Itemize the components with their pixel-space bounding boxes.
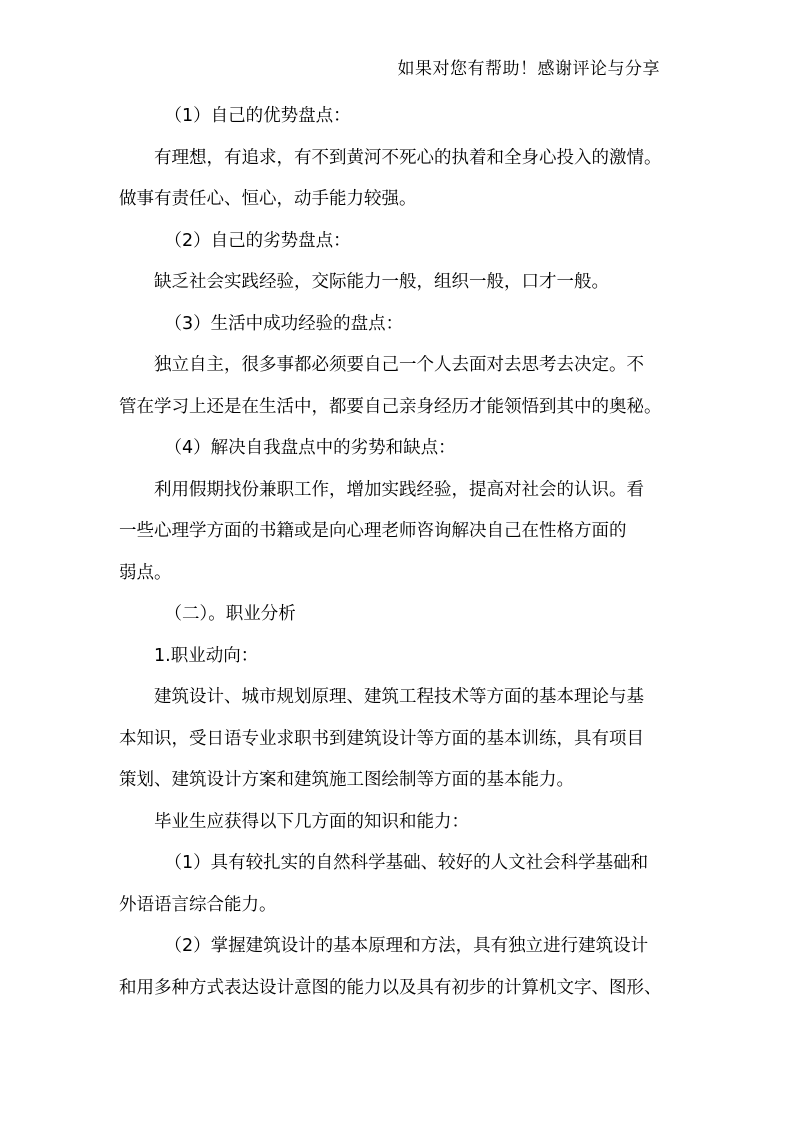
ability-2-line: （2）掌握建筑设计的基本原理和方法，具有独立进行建筑设计 xyxy=(164,936,649,956)
header-note: 如果对您有帮助！感谢评论与分享 xyxy=(397,59,660,79)
solutions-body-line: 利用假期找份兼职工作，增加实践经验，提高对社会的认识。看 xyxy=(154,479,644,500)
career-analysis-heading: （二）。职业分析 xyxy=(164,604,296,624)
self-strengths-body-line: 有理想，有追求，有不到黄河不死心的执着和全身心投入的激情。 xyxy=(154,147,662,168)
career-direction-body-line: 策划、建筑设计方案和建筑施工图绘制等方面的基本能力。 xyxy=(119,770,574,790)
solutions-body-line: 一些心理学方面的书籍或是向心理老师咨询解决自己在性格方面的 xyxy=(119,521,627,541)
self-strengths-heading: （1）自己的优势盘点： xyxy=(164,106,351,126)
document-body xyxy=(119,96,679,1009)
graduate-abilities-intro: 毕业生应获得以下几方面的知识和能力： xyxy=(154,811,469,832)
solutions-body-line: 弱点。 xyxy=(119,562,172,583)
ability-1-line: 外语语言综合能力。 xyxy=(119,894,277,915)
life-experience-body-line: 管在学习上还是在生活中，都要自己亲身经历才能领悟到其中的奥秘。 xyxy=(119,396,662,417)
solutions-heading: （4）解决自我盘点中的劣势和缺点： xyxy=(164,438,456,458)
life-experience-heading: （3）生活中成功经验的盘点： xyxy=(164,313,404,334)
career-direction-heading: 1.职业动向： xyxy=(154,645,259,666)
career-direction-body-line: 建筑设计、城市规划原理、建筑工程技术等方面的基本理论与基 xyxy=(154,687,644,707)
career-direction-body-line: 本知识，受日语专业求职书到建筑设计等方面的基本训练，具有项目 xyxy=(119,728,644,749)
self-weaknesses-body: 缺乏社会实践经验，交际能力一般，组织一般，口才一般。 xyxy=(154,272,609,292)
self-strengths-body-line: 做事有责任心、恒心，动手能力较强。 xyxy=(119,189,417,209)
life-experience-body-line: 独立自主，很多事都必须要自己一个人去面对去思考去决定。不 xyxy=(154,355,644,375)
ability-1-line: （1）具有较扎实的自然科学基础、较好的人文社会科学基础和 xyxy=(164,853,649,873)
self-weaknesses-heading: （2）自己的劣势盘点： xyxy=(164,230,351,251)
ability-2-line: 和用多种方式表达设计意图的能力以及具有初步的计算机文字、图形、 xyxy=(119,977,662,998)
